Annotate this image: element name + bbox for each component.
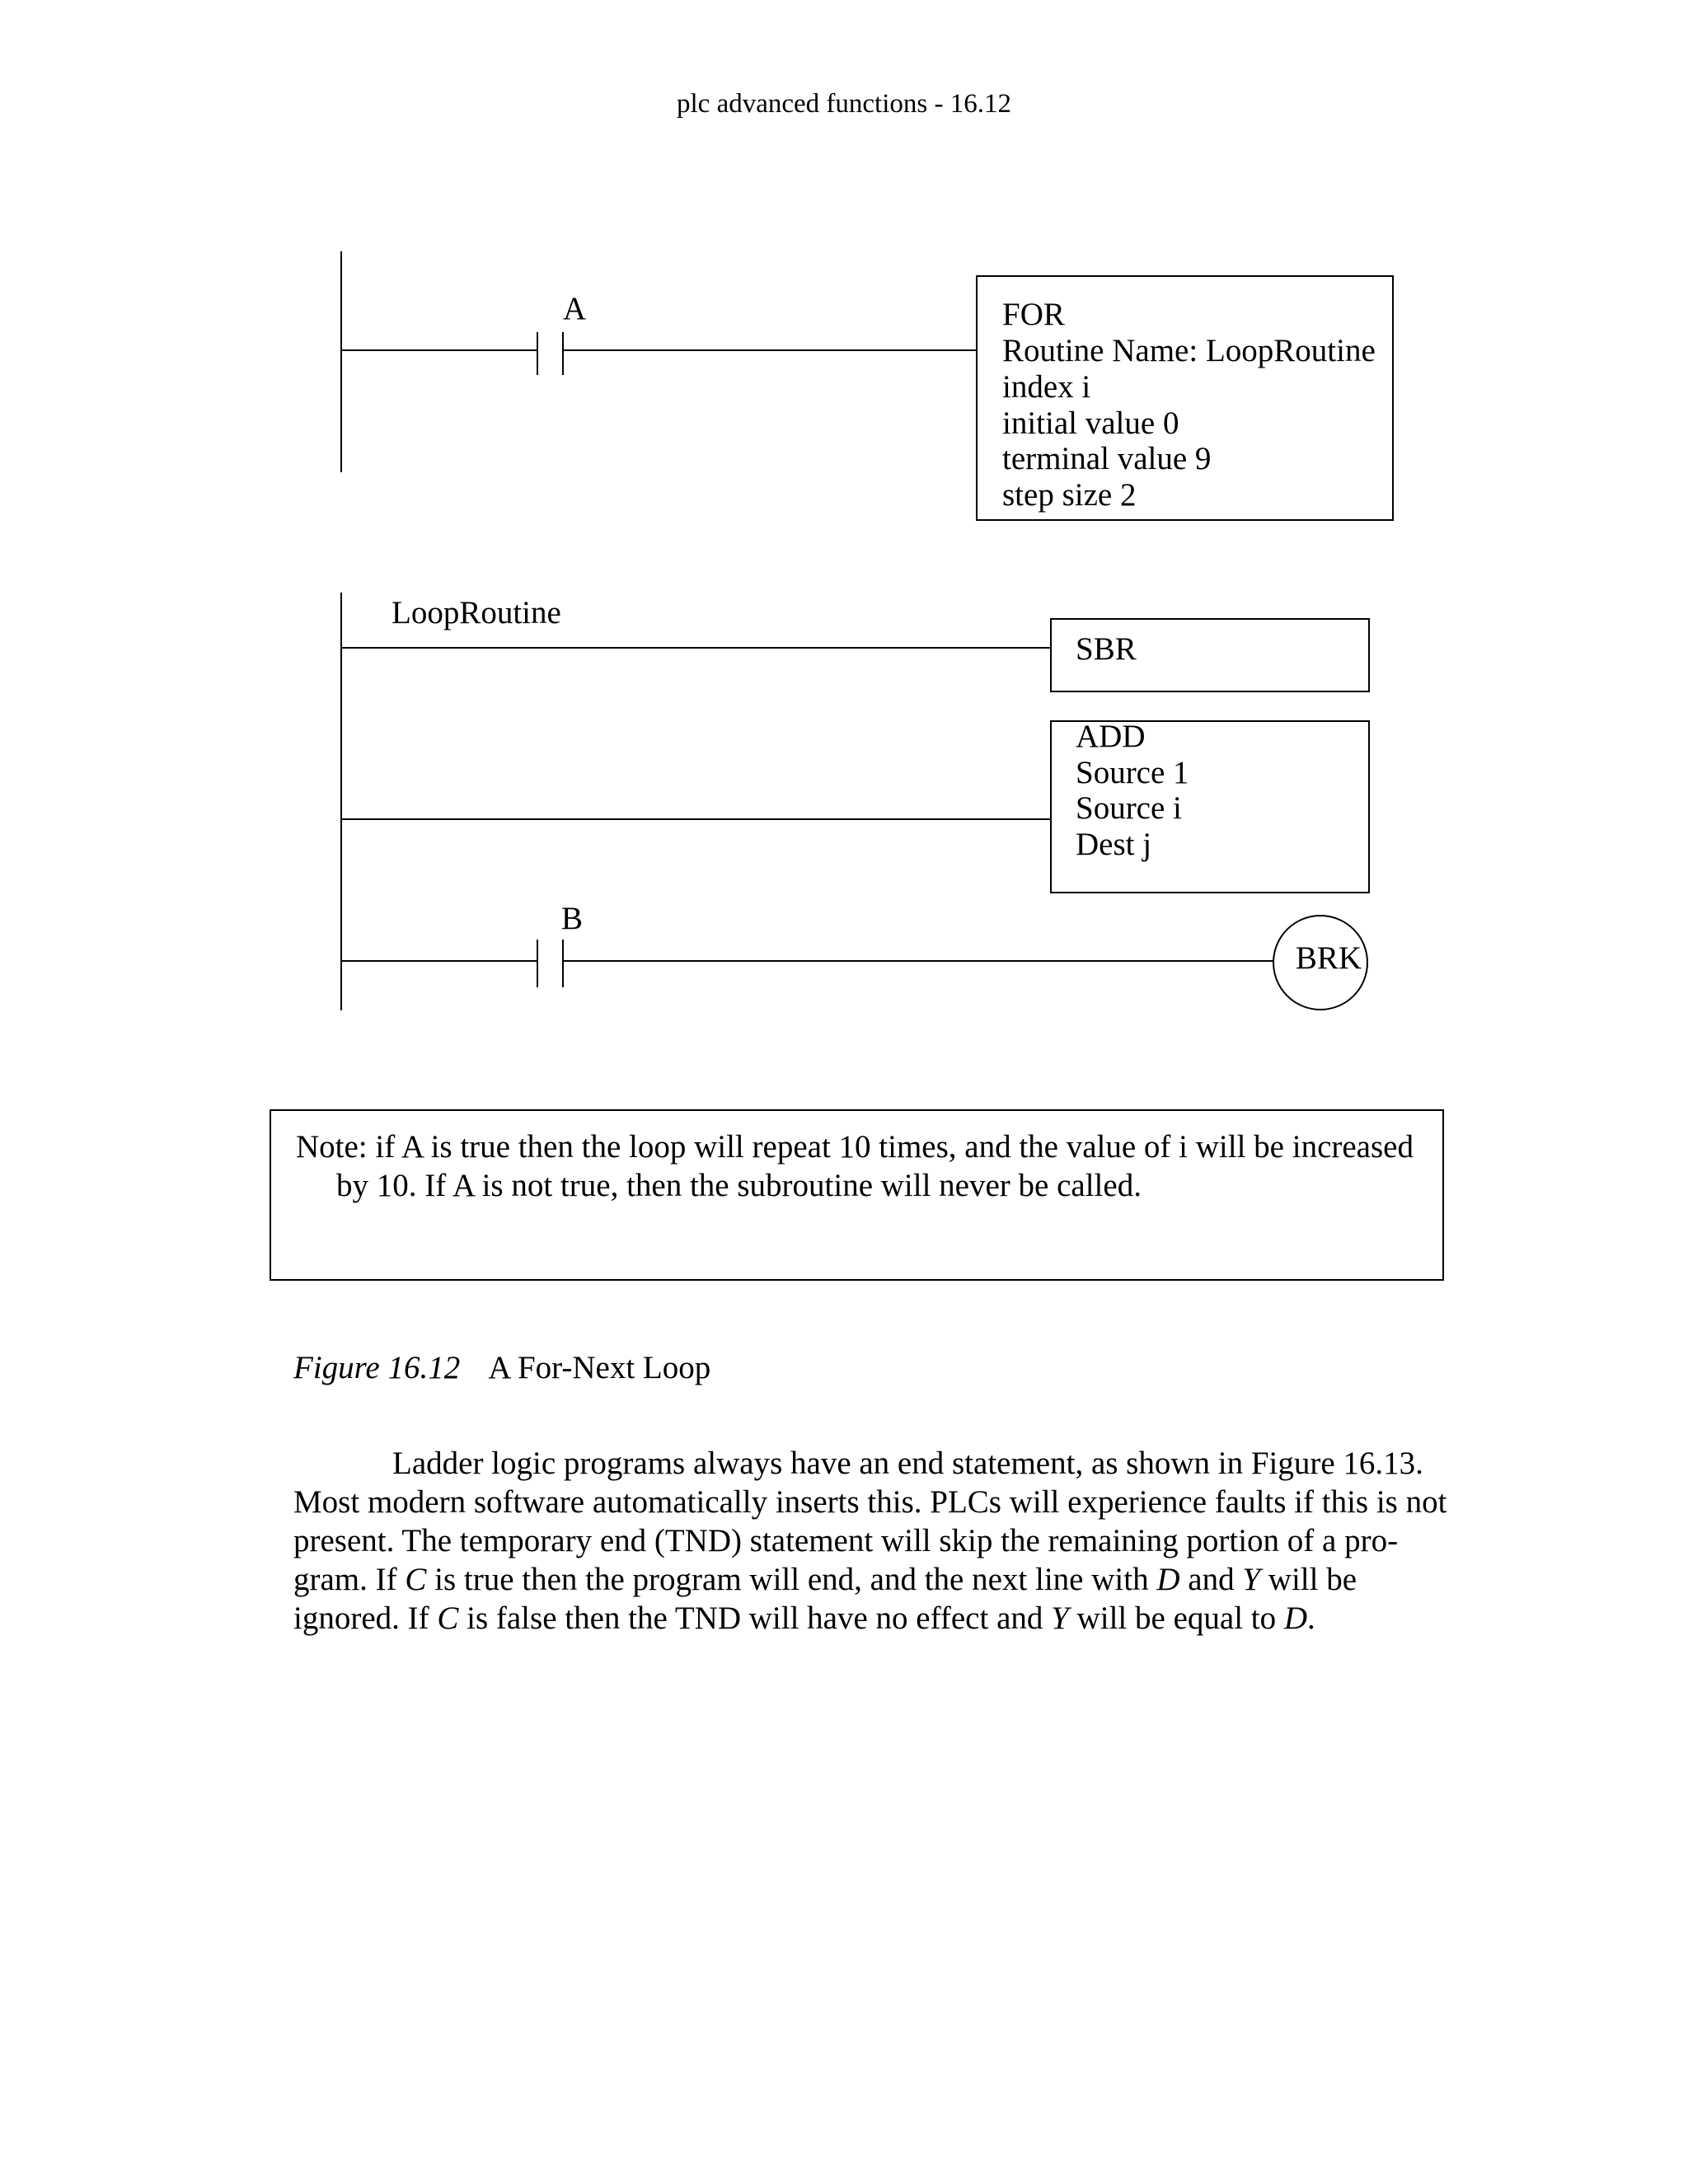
paragraph-line: Most modern software automatically inserts this. PLCs will experience faults if this is not xyxy=(293,1484,1447,1520)
text-run: is false then the TND will have no effect and xyxy=(458,1601,1052,1636)
text-run: . xyxy=(1307,1601,1315,1636)
add-line: Source 1 xyxy=(1076,755,1189,790)
figure-title: A For-Next Loop xyxy=(488,1350,711,1385)
figure-number: Figure 16.12 xyxy=(293,1350,461,1385)
var-d: D xyxy=(1283,1601,1308,1636)
add-line: Dest j xyxy=(1076,827,1152,862)
contact-b xyxy=(537,940,563,987)
for-line: index i xyxy=(1002,369,1091,405)
contact-a-label: A xyxy=(563,291,587,326)
for-line: FOR xyxy=(1002,297,1065,332)
text-run: gram. If xyxy=(293,1562,406,1597)
rung-loop-routine xyxy=(341,593,1369,1010)
figure-caption xyxy=(293,1349,710,1386)
text-run: ignored. If xyxy=(293,1601,438,1636)
note-text: Note: if A is true then the loop will repeat 10 times, and the value of i will be increased by 10. If A is not true, then the subroutine will never be called. xyxy=(296,1129,1414,1203)
for-line: step size 2 xyxy=(1002,477,1137,513)
paragraph-line xyxy=(293,1599,1464,1638)
add-line: ADD xyxy=(1076,719,1146,754)
var-c: C xyxy=(437,1601,459,1636)
paragraph-line: Ladder logic programs always have an end statement, as shown in Figure 16.13. xyxy=(392,1446,1423,1481)
var-c: C xyxy=(405,1562,427,1597)
for-line: terminal value 9 xyxy=(1002,441,1212,476)
sbr-label: SBR xyxy=(1076,631,1137,667)
var-y: Y xyxy=(1051,1601,1069,1636)
var-d: D xyxy=(1156,1562,1180,1597)
brk-label: BRK xyxy=(1295,940,1362,976)
page-header: plc advanced functions - 16.12 xyxy=(677,89,1011,119)
var-y: Y xyxy=(1242,1562,1261,1597)
paragraph-line: present. The temporary end (TND) statement will skip the remaining portion of a pro- xyxy=(293,1523,1399,1558)
for-line: Routine Name: LoopRoutine xyxy=(1002,333,1376,368)
body-paragraph xyxy=(293,1444,1464,1638)
note-box xyxy=(270,1109,1444,1281)
routine-label: LoopRoutine xyxy=(392,595,561,630)
contact-b-label: B xyxy=(561,901,584,936)
for-line: initial value 0 xyxy=(1002,405,1179,441)
add-line: Source i xyxy=(1076,790,1182,826)
paragraph-line xyxy=(293,1560,1464,1599)
text-run: will be xyxy=(1260,1562,1357,1597)
contact-a xyxy=(537,332,563,375)
text-run: is true then the program will end, and the next line with xyxy=(426,1562,1157,1597)
rung-for xyxy=(341,251,1393,520)
text-run: and xyxy=(1179,1562,1243,1597)
text-run: will be equal to xyxy=(1068,1601,1284,1636)
